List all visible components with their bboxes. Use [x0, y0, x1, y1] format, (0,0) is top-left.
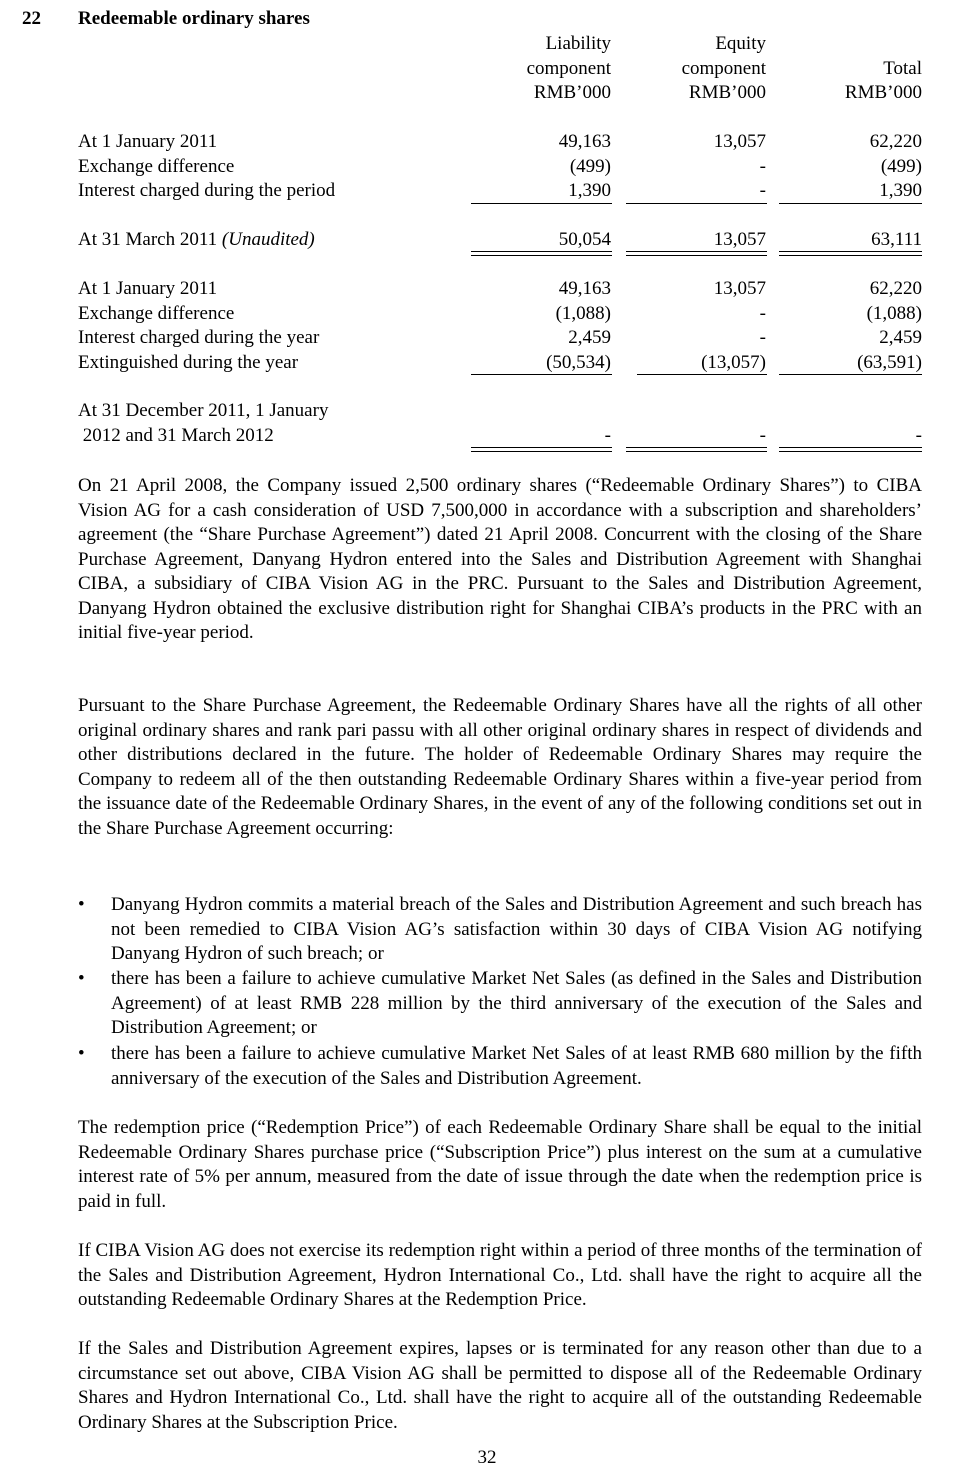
total-value: (63,591) [857, 351, 922, 373]
total-double-rule [626, 447, 767, 452]
total-value: (1,088) [866, 302, 922, 324]
equity-value: 13,057 [713, 278, 766, 299]
list-item-text: there has been a failure to achieve cumulative Market Net Sales of at least RMB 680 million by the fifth anniversary of the execution of the Sales and Distribution Agreement. [111, 1043, 922, 1089]
header-line: Liability [545, 33, 611, 54]
paragraph: If the Sales and Distribution Agreement expires, lapses or is terminated for any reason other than due to a circumstance set out above, CIBA Vision AG shall be permitted to dispose all of the Redeemable Ordinary Shares and Hydron International Co., Ltd. shall have the right to acquire all of the outstanding Redeemable Ordinary Shares at the Subscription Price. [78, 1338, 922, 1433]
total-value: (499) [880, 155, 922, 177]
bullet-icon: • [78, 968, 85, 989]
total-double-rule [471, 447, 612, 452]
subtotal-rule [637, 374, 767, 375]
table-row [0, 303, 974, 328]
subtotal-rule [779, 374, 922, 375]
header-line: RMB’000 [688, 82, 766, 103]
table-row [0, 352, 974, 377]
total-double-rule [626, 251, 767, 256]
total-value: 62,220 [869, 278, 922, 299]
subtotal-rule [779, 203, 922, 204]
column-header-equity [682, 32, 766, 106]
row-label: Exchange difference [78, 155, 235, 177]
liability-value: (1,088) [555, 302, 611, 324]
equity-value: - [759, 424, 766, 446]
row-label: Extinguished during the year [78, 351, 299, 373]
equity-value: - [759, 155, 766, 177]
table-row [0, 278, 974, 303]
row-label-italic: (Unaudited) [221, 229, 315, 250]
row-label: At 31 December 2011, 1 January [78, 400, 329, 421]
row-label: Interest charged during the period [78, 180, 336, 201]
table-row [0, 327, 974, 352]
total-double-rule [779, 447, 922, 452]
table-row [0, 425, 974, 450]
subtotal-rule [626, 203, 767, 204]
header-line: Total [883, 57, 922, 79]
header-line: Equity [715, 33, 766, 54]
table-row [0, 156, 974, 181]
liability-value: 2,459 [568, 327, 611, 348]
header-line: component [526, 57, 611, 79]
paragraph: On 21 April 2008, the Company issued 2,500 ordinary shares (“Redeemable Ordinary Shares”) to CIBA Vision AG for a cash consideration of USD 7,500,000 in accordance with a subscription and shareholders’ agreement (the “Share Purchase Agreement”) dated 21 April 2008. Concurrent with the closing of the Share Purchase Agreement, Danyang Hydron entered into the Sales and Distribution Agreement with Shanghai CIBA, a subsidiary of CIBA Vision AG in the PRC. Pursuant to the Sales and Distribution Agreement, Danyang Hydron obtained the exclusive distribution right for Shanghai CIBA’s products in the PRC with an initial five-year period. [78, 475, 922, 643]
column-header-liability [527, 32, 611, 106]
list-item-text: Danyang Hydron commits a material breach of the Sales and Distribution Agreement and such breach has not been remedied to CIBA Vision AG’s satisfaction within 30 days of CIBA Vision AG notifying Danyang Hydron of such breach; or [111, 894, 922, 964]
header-line: component [681, 57, 766, 79]
row-label: At 1 January 2011 [78, 278, 218, 299]
list-item-text: there has been a failure to achieve cumulative Market Net Sales (as defined in the Sales and Distribution Agreement) of at least RMB 228 million by the third anniversary of the execution of the Sales and Distribution Agreement; or [111, 968, 922, 1038]
row-label-continued: 2012 and 31 March 2012 [78, 424, 274, 446]
row-label-text: At 31 March 2011 [78, 229, 218, 250]
liability-value: (499) [569, 155, 611, 177]
row-label: At 1 January 2011 [78, 131, 218, 152]
total-value: 62,220 [869, 131, 922, 152]
equity-value: - [759, 302, 766, 324]
table-row [0, 400, 974, 425]
liability-value: - [604, 424, 611, 446]
total-value: 1,390 [879, 180, 922, 201]
total-double-rule [471, 251, 612, 256]
equity-value: 13,057 [713, 131, 766, 152]
row-label: Interest charged during the year [78, 327, 320, 348]
liability-value: 50,054 [558, 229, 611, 250]
liability-value: 49,163 [558, 278, 611, 299]
row-label: Exchange difference [78, 302, 235, 324]
row-label [78, 229, 315, 251]
total-value: 63,111 [871, 229, 922, 250]
equity-value: - [759, 327, 766, 348]
table-row [0, 180, 974, 205]
table-row [0, 131, 974, 156]
subtotal-rule [471, 203, 612, 204]
equity-value: 13,057 [713, 229, 766, 250]
column-header-total [845, 57, 922, 106]
paragraph: If CIBA Vision AG does not exercise its redemption right within a period of three months of the termination of the Sales and Distribution Agreement, Hydron International Co., Ltd. shall have the right to acquire all the outstanding Redeemable Ordinary Shares at the Redemption Price. [78, 1240, 922, 1310]
section-number: 22 [22, 8, 41, 29]
total-value: - [915, 424, 922, 446]
header-line: RMB’000 [844, 82, 922, 103]
page-number: 32 [477, 1447, 497, 1468]
liability-value: 1,390 [568, 180, 611, 201]
liability-value: 49,163 [558, 131, 611, 152]
bullet-icon: • [78, 1043, 85, 1064]
section-title: Redeemable ordinary shares [78, 8, 310, 29]
equity-value: - [759, 180, 766, 201]
paragraph: Pursuant to the Share Purchase Agreement, the Redeemable Ordinary Shares have all the rights of all other original ordinary shares and rank pari passu with all other original ordinary shares in respect of dividends and other distributions declared in the future. The holder of Redeemable Ordinary Shares may require the Company to redeem all of the then outstanding Redeemable Ordinary Shares within a five-year period from the issuance date of the Redeemable Ordinary Shares, in the event of any of the following conditions set out in the Share Purchase Agreement occurring: [78, 695, 922, 839]
total-double-rule [779, 251, 922, 256]
bullet-icon: • [78, 894, 85, 915]
equity-value: (13,057) [701, 351, 766, 373]
table-row [0, 229, 974, 254]
subtotal-rule [471, 374, 612, 375]
liability-value: (50,534) [546, 351, 611, 373]
paragraph: The redemption price (“Redemption Price”) of each Redeemable Ordinary Share shall be equal to the initial Redeemable Ordinary Shares purchase price (“Subscription Price”) plus interest on the sum at a cumulative interest rate of 5% per annum, measured from the date of issue through the date when the redemption price is paid in full. [78, 1117, 922, 1212]
header-line: RMB’000 [533, 82, 611, 103]
total-value: 2,459 [879, 327, 922, 348]
